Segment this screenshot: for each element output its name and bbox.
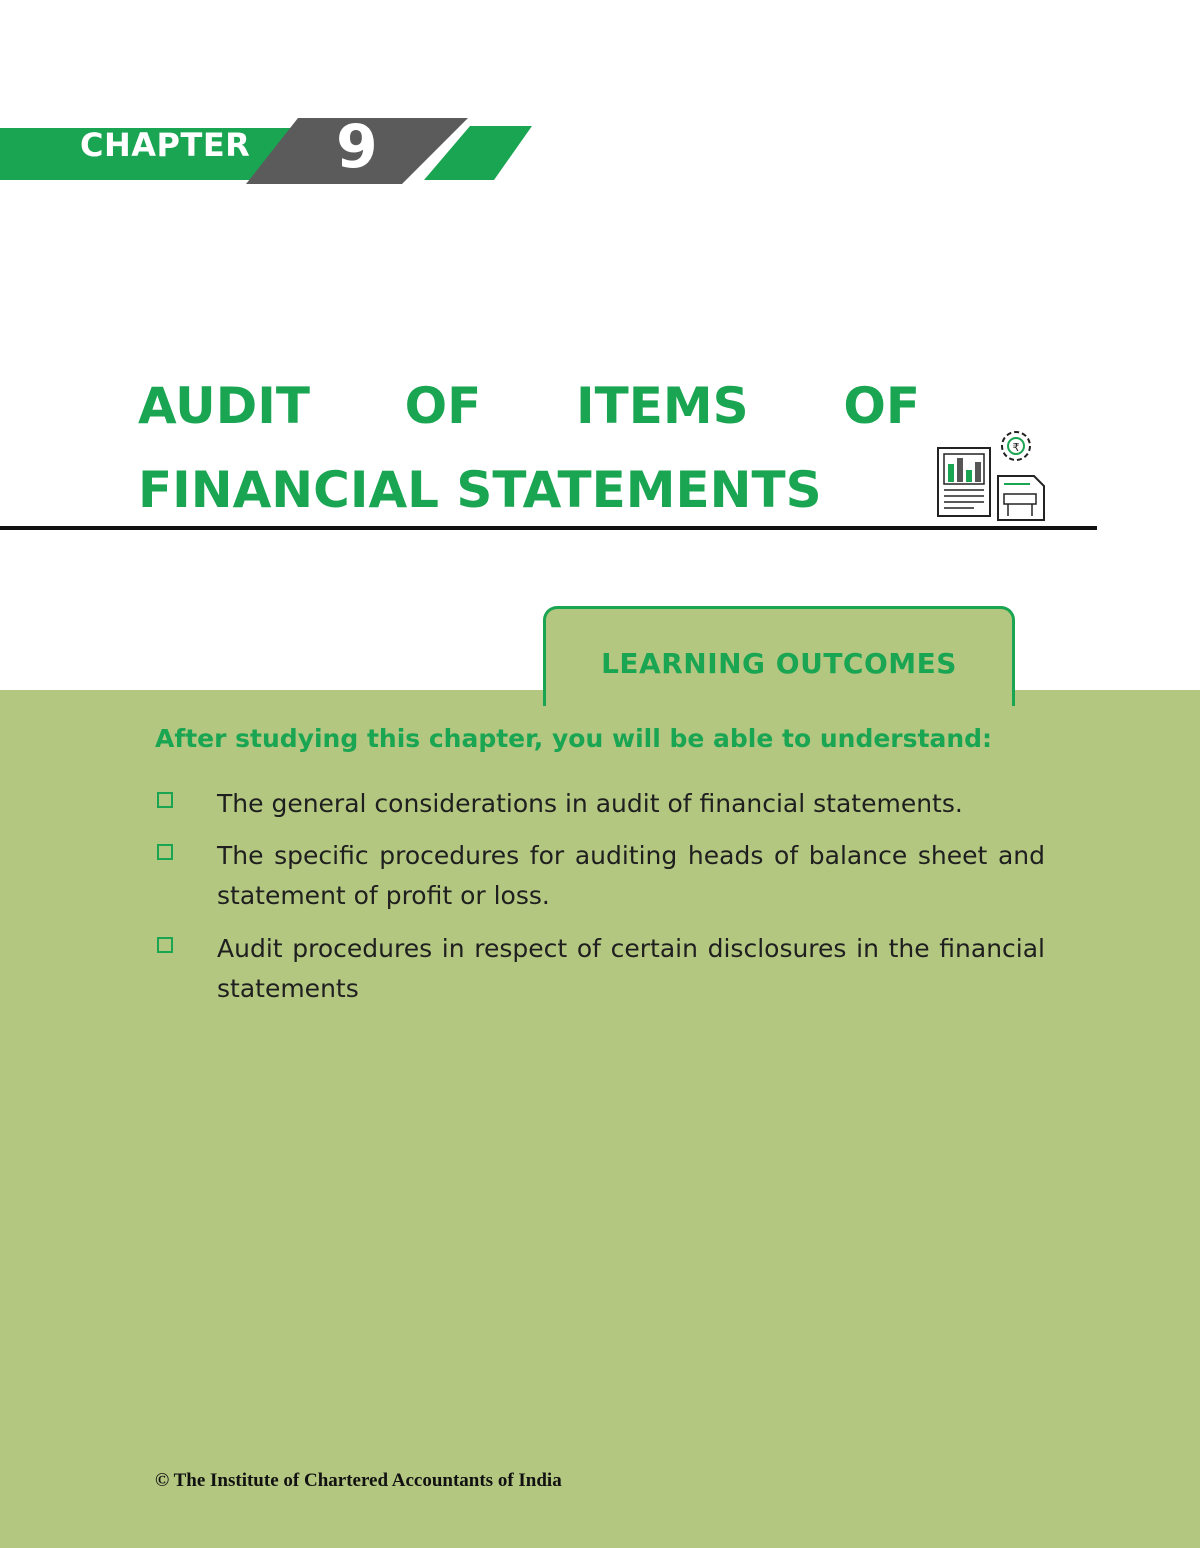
- outcomes-intro: After studying this chapter, you will be able to understand:: [155, 724, 993, 753]
- title-word: ITEMS: [576, 377, 749, 435]
- title-divider: [0, 526, 1097, 530]
- svg-text:₹: ₹: [1012, 441, 1020, 454]
- learning-outcomes-tab: [543, 606, 1015, 706]
- title-word: OF: [404, 377, 482, 435]
- title-word: OF: [843, 377, 920, 435]
- outcome-text: The specific procedures for auditing heads of balance sheet and statement of profit or loss.: [217, 841, 1045, 910]
- title-word: AUDIT: [138, 377, 310, 435]
- chapter-title: [138, 364, 920, 532]
- list-item: [155, 929, 1047, 1009]
- list-item: [155, 836, 1047, 916]
- list-item: [155, 784, 1047, 824]
- checkbox-bullet-icon: [157, 937, 173, 953]
- outcome-text: Audit procedures in respect of certain disclosures in the financial statements: [217, 934, 1045, 1003]
- chapter-title-line1: [138, 364, 920, 448]
- copyright-footer: © The Institute of Chartered Accountants of India: [155, 1470, 562, 1491]
- checkbox-bullet-icon: [157, 844, 173, 860]
- chapter-label: CHAPTER: [80, 126, 251, 164]
- outcome-text: The general considerations in audit of financial statements.: [217, 789, 963, 818]
- financial-report-icon: [934, 426, 1048, 522]
- chapter-number: 9: [336, 112, 378, 182]
- checkbox-bullet-icon: [157, 792, 173, 808]
- chapter-title-line2: FINANCIAL STATEMENTS: [138, 461, 822, 519]
- learning-outcomes-heading: LEARNING OUTCOMES: [601, 647, 957, 680]
